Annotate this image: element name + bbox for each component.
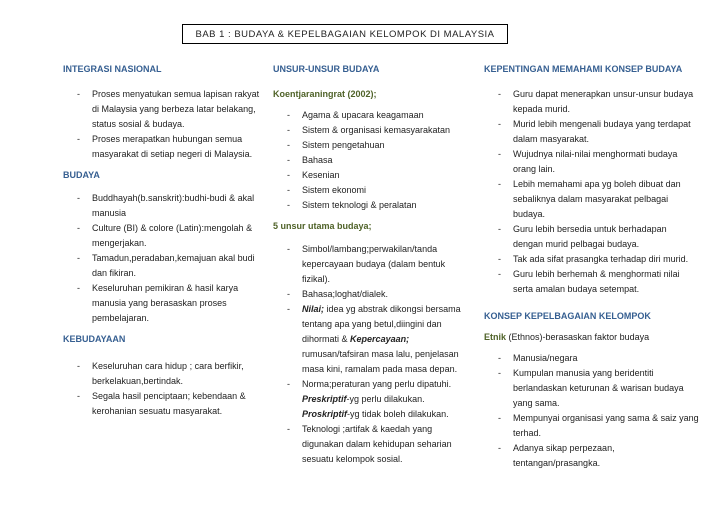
list-item: - Wujudnya nilai-nilai menghormati budaya orang lain.: [498, 149, 678, 174]
heading-integrasi-nasional: INTEGRASI NASIONAL: [63, 64, 162, 74]
list-item: - Proses menyatukan semua lapisan rakyat di Malaysia yang berbeza latar belakang, status sosial & budaya.: [77, 89, 260, 129]
list-item: - Tamadun,peradaban,kemajuan akal budi dan fikiran.: [77, 253, 255, 278]
list-item: - Murid lebih mengenali budaya yang terdapat dalam masyarakat.: [498, 119, 691, 144]
list-item: - Manusia/negara: [498, 353, 578, 363]
subheading-koentjaraningrat: Koentjaraningrat (2002);: [273, 89, 377, 99]
list-item: - Bahasa: [287, 155, 333, 165]
list-item: - Sistem & organisasi kemasyarakatan: [287, 125, 451, 135]
list-item: - Proses merapatkan hubungan semua masyarakat di setiap negeri di Malaysia.: [77, 134, 253, 159]
list-5-unsur: [273, 242, 473, 467]
etnik-label: Etnik: [484, 332, 507, 342]
list-item: - Teknologi ;artifak & kaedah yang digunakan dalam kehidupan seharian sesuatu kelompok sosial.: [287, 424, 452, 464]
list-item: - Sistem ekonomi: [287, 185, 367, 195]
list-item: - Culture (BI) & colore (Latin):mengolah & mengerjakan.: [77, 223, 253, 248]
etnik-line: Etnik (Ethnos)-berasaskan faktor budaya: [484, 332, 650, 342]
heading-budaya: BUDAYA: [63, 170, 100, 180]
list-item: - Lebih memahami apa yg boleh dibuat dan sebaliknya dalam masyarakat pelbagai budaya.: [498, 179, 681, 219]
subheading-5-unsur: 5 unsur utama budaya;: [273, 221, 372, 231]
list-item: - Guru dapat menerapkan unsur-unsur budaya kepada murid.: [498, 89, 694, 114]
column-3: [484, 62, 699, 471]
heading-kebudayaan: KEBUDAYAAN: [63, 334, 126, 344]
list-item: - Adanya sikap perpezaan, tentangan/prasangka.: [498, 443, 615, 468]
list-item: - Norma;peraturan yang perlu dipatuhi. Preskriptif-yg perlu dilakukan. Proskriptif-yg tidak boleh dilakukan.: [287, 379, 452, 419]
list-item: - Simbol/lambang;perwakilan/tanda kepercayaan budaya (dalam bentuk fizikal).: [287, 244, 446, 284]
column-1: [63, 62, 263, 419]
list-kepentingan: [484, 87, 699, 297]
list-kebudayaan: [63, 359, 263, 419]
heading-kepelbagaian-kelompok: KONSEP KEPELBAGAIAN KELOMPOK: [484, 311, 651, 321]
list-item: - Segala hasil penciptaan; kebendaan & kerohanian sesuatu masyarakat.: [77, 391, 246, 416]
list-item: - Guru lebih bersedia untuk berhadapan dengan murid pelbagai budaya.: [498, 224, 667, 249]
list-budaya: [63, 191, 263, 326]
list-item: - Agama & upacara keagamaan: [287, 110, 424, 120]
list-etnik: [484, 351, 699, 471]
page-title: BAB 1 : BUDAYA & KEPELBAGAIAN KELOMPOK DI MALAYSIA: [182, 24, 508, 44]
list-item: - Nilai; idea yg abstrak dikongsi bersama tentang apa yang betul,diingini dan dihormati & Kepercayaan; rumusan/tafsiran masa lalu, penjelasan masa kini, ramalam pada masa depan.: [287, 304, 461, 374]
list-item: - Buddhayah(b.sanskrit):budhi-budi & akal manusia: [77, 193, 255, 218]
list-item: - Sistem pengetahuan: [287, 140, 385, 150]
heading-unsur-budaya: UNSUR-UNSUR BUDAYA: [273, 64, 380, 74]
list-item: - Bahasa;loghat/dialek.: [287, 289, 389, 299]
list-item: - Sistem teknologi & peralatan: [287, 200, 417, 210]
list-item: - Mempunyai organisasi yang sama & saiz yang terhad.: [498, 413, 699, 438]
list-item: - Keseluruhan pemikiran & hasil karya manusia yang berasaskan proses pembelajaran.: [77, 283, 239, 323]
list-item: - Guru lebih berhemah & menghormati nilai serta amalan budaya setempat.: [498, 269, 680, 294]
list-unsur: [273, 108, 473, 213]
list-item: - Kumpulan manusia yang beridentiti berlandaskan keturunan & warisan budaya yang sama.: [498, 368, 684, 408]
list-integrasi: [63, 87, 263, 162]
column-2: [273, 62, 473, 467]
heading-kepentingan: KEPENTINGAN MEMAHAMI KONSEP BUDAYA: [484, 64, 683, 74]
list-item: - Keseluruhan cara hidup ; cara berfikir, berkelakuan,bertindak.: [77, 361, 244, 386]
list-item: - Tak ada sifat prasangka terhadap diri murid.: [498, 254, 689, 264]
list-item: - Kesenian: [287, 170, 340, 180]
